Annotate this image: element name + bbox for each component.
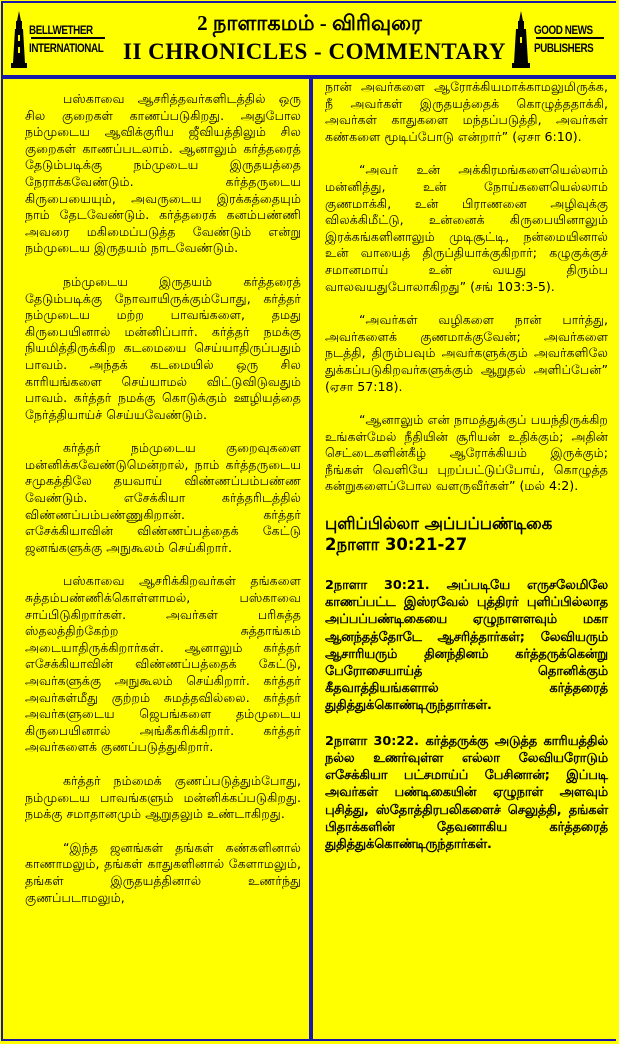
left-column xyxy=(3,79,309,1039)
bellwether-logo xyxy=(9,9,109,69)
scripture-quote: “ஆனாலும் என் நாமத்துக்குப் பயந்திருக்கிற உங்கள்மேல் நீதியின் சூரியன் உதிக்கும்; அதின் செட்டைகளின்கீழ் ஆரோக்கியம் இருக்கும்; நீங்கள் வெளியே புறப்பட்டுப்போய், கொழுத்த கன்றுகளைப்போல வளருவீர்கள்” (மல் 4:2). xyxy=(325,412,608,494)
logo-right-divider xyxy=(536,37,604,39)
scripture-quote: “அவர்கள் வழிகளை நான் பார்த்து, அவர்களைக் குணமாக்குவேன்; அவர்களை நடத்தி, திரும்பவும் அவர்களுக்கும் அவர்களிலே துக்கப்படுகிறவர்களுக்கும் ஆறுதல் அளிப்பேன்” (ஏசா 57:18). xyxy=(325,312,608,394)
logo-right-line1: GOOD NEWS xyxy=(534,23,593,37)
good-news-logo xyxy=(510,9,610,69)
logo-left-line2: INTERNATIONAL xyxy=(29,41,104,55)
scripture-quote: “இந்த ஜனங்கள் தங்கள் கண்களினால் காணாமலும், தங்கள் காதுகளினால் கேளாமலும், தங்கள் இருதயத்தினால் உணர்ந்து குணப்படாமலும், xyxy=(25,839,301,905)
logo-left-divider xyxy=(31,37,105,39)
tower-icon xyxy=(9,11,29,69)
logo-left-line1: BELLWETHER xyxy=(29,23,93,37)
right-column xyxy=(313,79,616,1039)
logo-right-line2: PUBLISHERS xyxy=(534,41,594,55)
commentary-paragraph: நம்முடைய இருதயம் கர்த்தரைத் தேடும்படிக்கு நோவாயிருக்கும்போது, கர்த்தர் நம்முடைய மற்ற பாவங்களை, தமது கிருபையினால் மன்னிப்பார். கர்த்தர் நமக்கு நியமித்திருக்கிற கடமையை செய்யாதிருப்பதும் பாவம். அந்தக் கடமையில் ஒரு சில காரியங்களை செய்யாமல் விட்டுவிடுவதும் பாவம். கர்த்தர் நமக்கு கொடுக்கும் ஊழியத்தை நேர்த்தியாய்ச் செய்யவேண்டும். xyxy=(25,273,301,422)
section-heading: புளிப்பில்லா அப்பப்பண்டிகை 2நாளா 30:21-27 xyxy=(325,514,553,555)
bible-verse: 2நாளா 30:21. அப்படியே எருசலேமிலே காணப்பட்ட இஸ்ரவேல் புத்திரர் புளிப்பில்லாத அப்பப்பண்டிகையை ஏழுநாளளவும் மகா ஆனந்தத்தோடே ஆசரித்தார்கள்; லேவியரும் ஆசாரியரும் தினந்தினம் கர்த்தருக்கென்று பேரோசையாய்த் தொனிக்கும் கீதவாத்தியங்களால் கர்த்தரைத் துதித்துக்கொண்டிருந்தார்கள். xyxy=(325,578,608,714)
bible-verse: 2நாளா 30:22. கர்த்தருக்கு அடுத்த காரியத்தில் நல்ல உணர்வுள்ள எல்லா லேவியரோடும் எசேக்கியா பட்சமாய்ப் பேசினான்; இப்படி அவர்கள் பண்டிகையின் ஏழுநாள் அளவும் புசித்து, ஸ்தோத்திரபலிகளைச் செலுத்தி, தங்கள் பிதாக்களின் தேவனாகிய கர்த்தரைத் துதித்துக்கொண்டிருந்தார்கள். xyxy=(325,733,608,852)
commentary-paragraph: பஸ்காவை ஆசரிக்கிறவர்கள் தங்களை சுத்தம்பண்ணிக்கொள்ளாமல், பஸ்காவை சாப்பிடுகிறார்கள். அவர்கள் பரிசுத்த ஸ்தலத்திற்கேற்ற சுத்தாங்கம் அடையாதிருக்கிறார்கள். ஆனாலும் கர்த்தர் எசேக்கியாவின் விண்ணப்பத்தைக் கேட்டு, அவர்களுக்கு அநுகூலம் செய்கிறார். கர்த்தர் அவர்கள்மீது குற்றம் சுமத்தவில்லை. கர்த்தர் அவர்களுடைய ஜெபங்களை தம்முடைய கிருபையினால் அங்கீகரிக்கிறார். கர்த்தர் அவர்களைக் குணப்படுத்துகிறார். xyxy=(25,573,301,755)
scripture-quote-continued: நான் அவர்களை ஆரோக்கியமாக்காமலுமிருக்க, நீ அவர்கள் இருதயத்தைக் கொழுத்ததாக்கி, அவர்கள் காதுகளை மந்தப்படுத்தி, அவர்கள் கண்களை மூடிப்போடு என்றார்” (ஏசா 6:10). xyxy=(325,79,608,144)
commentary-paragraph: பஸ்காவை ஆசரித்தவர்களிடத்தில் ஒரு சில குறைகள் காணப்படுகிறது. அதுபோல நம்முடைய ஆவிக்குரிய ஜீவியத்திலும் சில குறைகள் காணப்படலாம். ஆனாலும் கர்த்தரைத் தேடும்படிக்கு நம்முடைய இருதயத்தை நேராக்கவேண்டும். கர்த்தருடைய கிருபையையும், அவருடைய இரக்கத்தையும் நாம் தேடவேண்டும். கர்த்தரைக் கனம்பண்ணி அவரை மகிமைப்படுத்த வேண்டும் என்று நம்முடைய இருதயம் நாடவேண்டும். xyxy=(25,91,301,256)
commentary-paragraph: கர்த்தர் நம்மைக் குணப்படுத்தும்போது, நம்முடைய பாவங்களும் மன்னிக்கப்படுகிறது. நமக்கு சமாதானமும் ஆறுதலும் உண்டாகிறது. xyxy=(25,772,301,822)
title-tamil: 2 நாளாகமம் - விரிவுரை xyxy=(197,11,422,35)
page-title xyxy=(123,9,506,67)
tower-icon xyxy=(510,11,532,69)
commentary-paragraph: கர்த்தர் நம்முடைய குறைவுகளை மன்னிக்கவேண்டுமென்றால், நாம் கர்த்தருடைய சமுகத்திலே தயவாய் விண்ணப்பம்பண்ண வேண்டும். எசேக்கியா கர்த்தரிடத்தில் விண்ணப்பம்பண்ணுகிறான். கர்த்தர் எசேக்கியாவின் விண்ணப்பத்தைக் கேட்டு ஜனங்களுக்கு அநுகூலம் செய்கிறார். xyxy=(25,440,301,555)
title-english: II CHRONICLES - COMMENTARY xyxy=(123,39,506,64)
scripture-quote: “அவர் உன் அக்கிரமங்களையெல்லாம் மன்னித்து, உன் நோய்களையெல்லாம் குணமாக்கி, உன் பிராணனை அழிவுக்கு விலக்கிமீட்டு, உன்னைக் கிருபையினாலும் இரக்கங்களினாலும் முடிசூட்டி, நன்மையினால் உன் வாயைத் திருப்தியாக்குகிறார்; கழுகுக்குச் சமானமாய் உன் வயது திரும்ப வாலவயதுபோலாகிறது” (சங் 103:3-5). xyxy=(325,162,608,294)
page-header xyxy=(3,3,616,75)
